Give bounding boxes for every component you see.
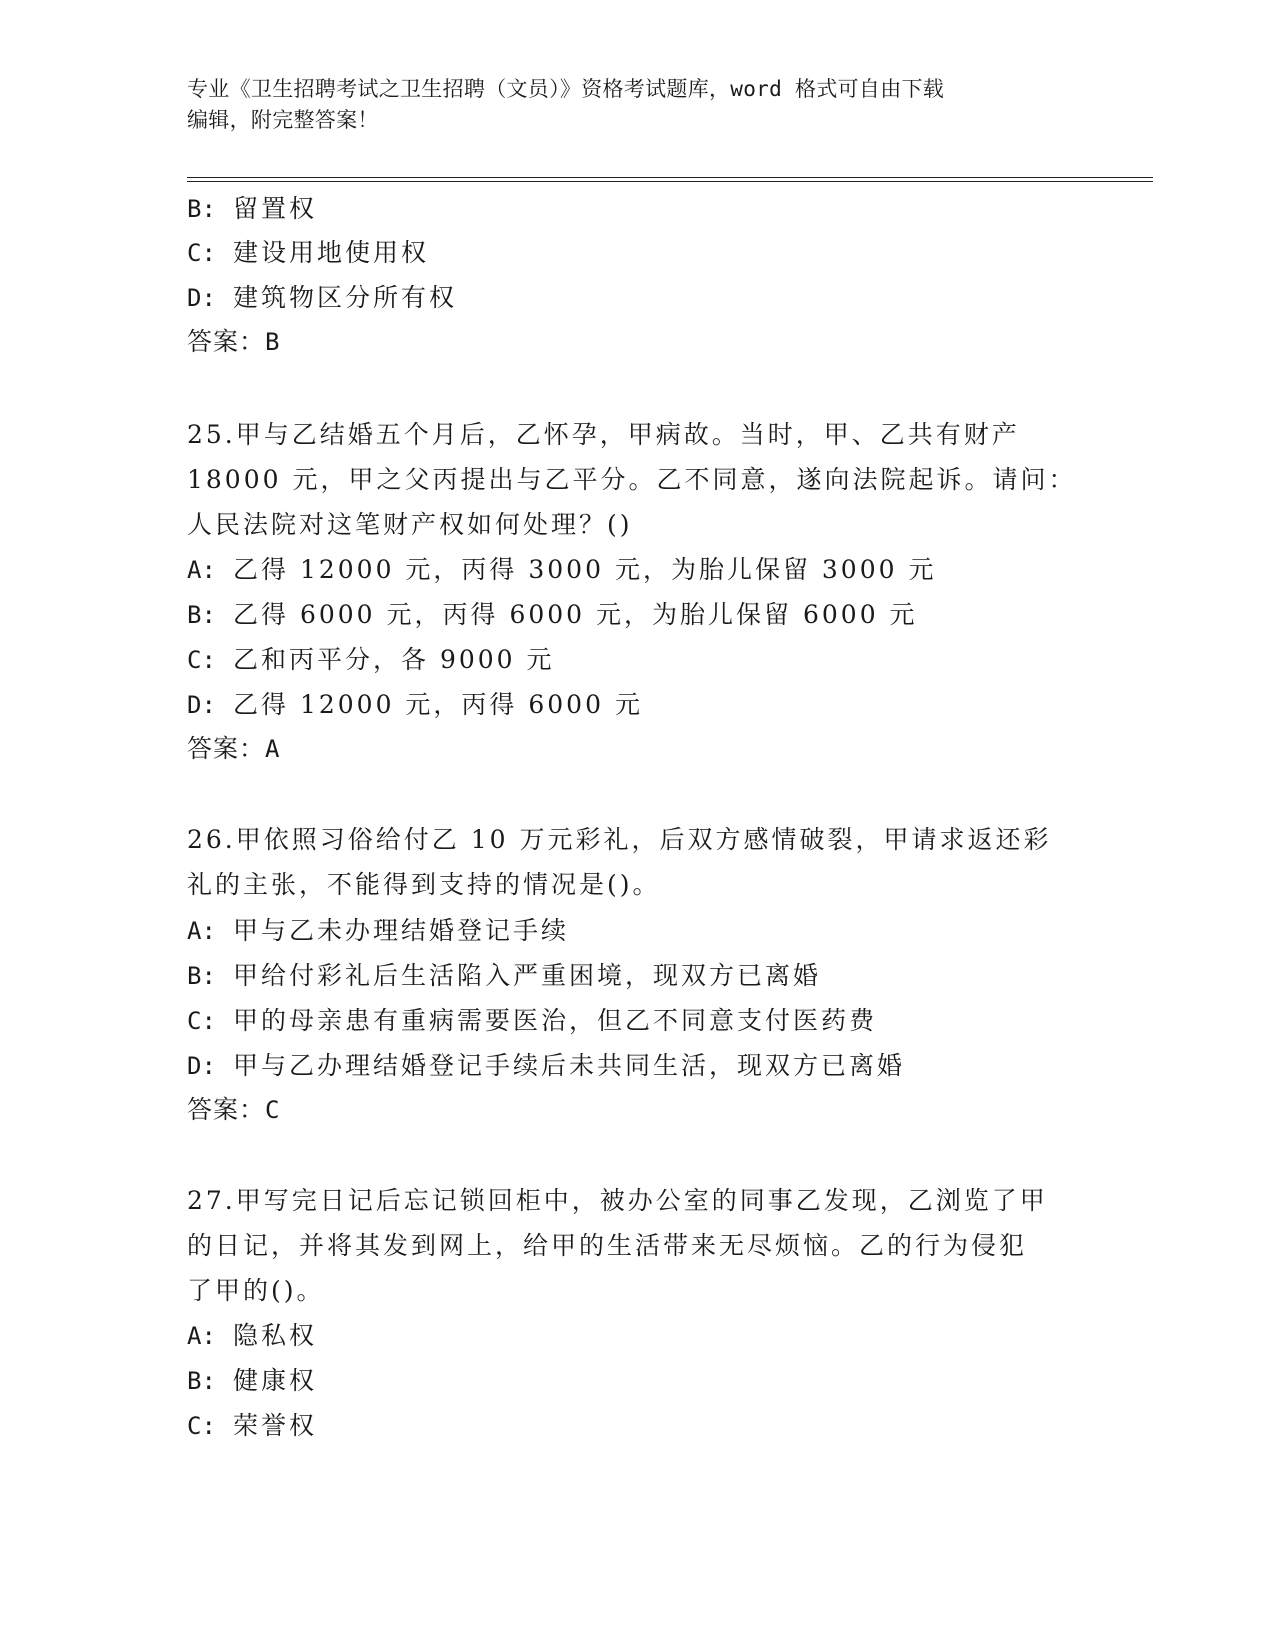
answer-value: B	[265, 328, 280, 356]
option-text: 建设用地使用权	[233, 238, 430, 267]
option-c	[187, 236, 429, 270]
page-header	[187, 74, 1067, 136]
q25-option-c	[187, 643, 555, 677]
q27-option-c	[187, 1409, 317, 1443]
option-text: 留置权	[233, 194, 318, 223]
answer-label: 答案：	[187, 734, 266, 763]
option-key: B:	[187, 1367, 216, 1395]
option-key: A:	[187, 556, 216, 584]
option-text: 乙得 12000 元，丙得 6000 元	[233, 690, 643, 719]
answer-value: C	[265, 1096, 280, 1124]
header-divider	[187, 177, 1153, 182]
option-key: B:	[187, 195, 216, 223]
question-25-line-1: 25.甲与乙结婚五个月后，乙怀孕，甲病故。当时，甲、乙共有财产	[187, 420, 1020, 449]
option-text: 甲的母亲患有重病需要医治，但乙不同意支付医药费	[233, 1006, 878, 1035]
header-line-1: 专业《卫生招聘考试之卫生招聘（文员）》资格考试题库，word 格式可自由下载	[187, 77, 945, 101]
answer-label: 答案：	[187, 1095, 266, 1124]
question-27-line-3: 了甲的()。	[187, 1276, 325, 1305]
q27-option-b	[187, 1364, 317, 1398]
q26-option-c	[187, 1004, 877, 1038]
q25-answer-line	[187, 732, 279, 766]
option-key: C:	[187, 646, 216, 674]
option-key: C:	[187, 1007, 216, 1035]
option-text: 隐私权	[233, 1321, 318, 1350]
q26-option-a	[187, 914, 569, 948]
question-25-line-2: 18000 元，甲之父丙提出与乙平分。乙不同意，遂向法院起诉。请问：	[187, 465, 1077, 494]
question-27-line-2: 的日记，并将其发到网上，给甲的生活带来无尽烦恼。乙的行为侵犯	[187, 1231, 1028, 1260]
option-key: C:	[187, 239, 216, 267]
option-text: 健康权	[233, 1366, 318, 1395]
option-key: A:	[187, 1322, 216, 1350]
q27-option-a	[187, 1319, 317, 1353]
question-26-line-1: 26.甲依照习俗给付乙 10 万元彩礼，后双方感情破裂，甲请求返还彩	[187, 825, 1052, 854]
question-27-line-1: 27.甲写完日记后忘记锁回柜中，被办公室的同事乙发现，乙浏览了甲	[187, 1186, 1048, 1215]
option-key: A:	[187, 917, 216, 945]
q26-option-b	[187, 959, 821, 993]
option-text: 甲给付彩礼后生活陷入严重困境，现双方已离婚	[233, 961, 822, 990]
q26-option-d	[187, 1049, 905, 1083]
option-key: D:	[187, 1052, 216, 1080]
q25-option-b	[187, 598, 918, 632]
header-line-2: 编辑，附完整答案！	[187, 108, 379, 132]
option-key: B:	[187, 962, 216, 990]
option-d	[187, 281, 457, 315]
option-b	[187, 192, 317, 226]
q25-option-d	[187, 688, 643, 722]
question-26-line-2: 礼的主张，不能得到支持的情况是()。	[187, 870, 661, 899]
answer-line	[187, 325, 279, 359]
q25-option-a	[187, 553, 936, 587]
option-key: B:	[187, 601, 216, 629]
option-text: 甲与乙办理结婚登记手续后未共同生活，现双方已离婚	[233, 1051, 906, 1080]
q26-answer-line	[187, 1093, 279, 1127]
answer-value: A	[265, 735, 280, 763]
option-key: C:	[187, 1412, 216, 1440]
option-key: D:	[187, 284, 216, 312]
option-text: 甲与乙未办理结婚登记手续	[233, 916, 570, 945]
answer-label: 答案：	[187, 327, 266, 356]
question-25-line-3: 人民法院对这笔财产权如何处理？()	[187, 510, 633, 539]
option-text: 荣誉权	[233, 1411, 318, 1440]
option-text: 建筑物区分所有权	[233, 283, 458, 312]
option-text: 乙和丙平分，各 9000 元	[233, 645, 555, 674]
option-text: 乙得 12000 元，丙得 3000 元，为胎儿保留 3000 元	[233, 555, 937, 584]
option-key: D:	[187, 691, 216, 719]
option-text: 乙得 6000 元，丙得 6000 元，为胎儿保留 6000 元	[233, 600, 918, 629]
